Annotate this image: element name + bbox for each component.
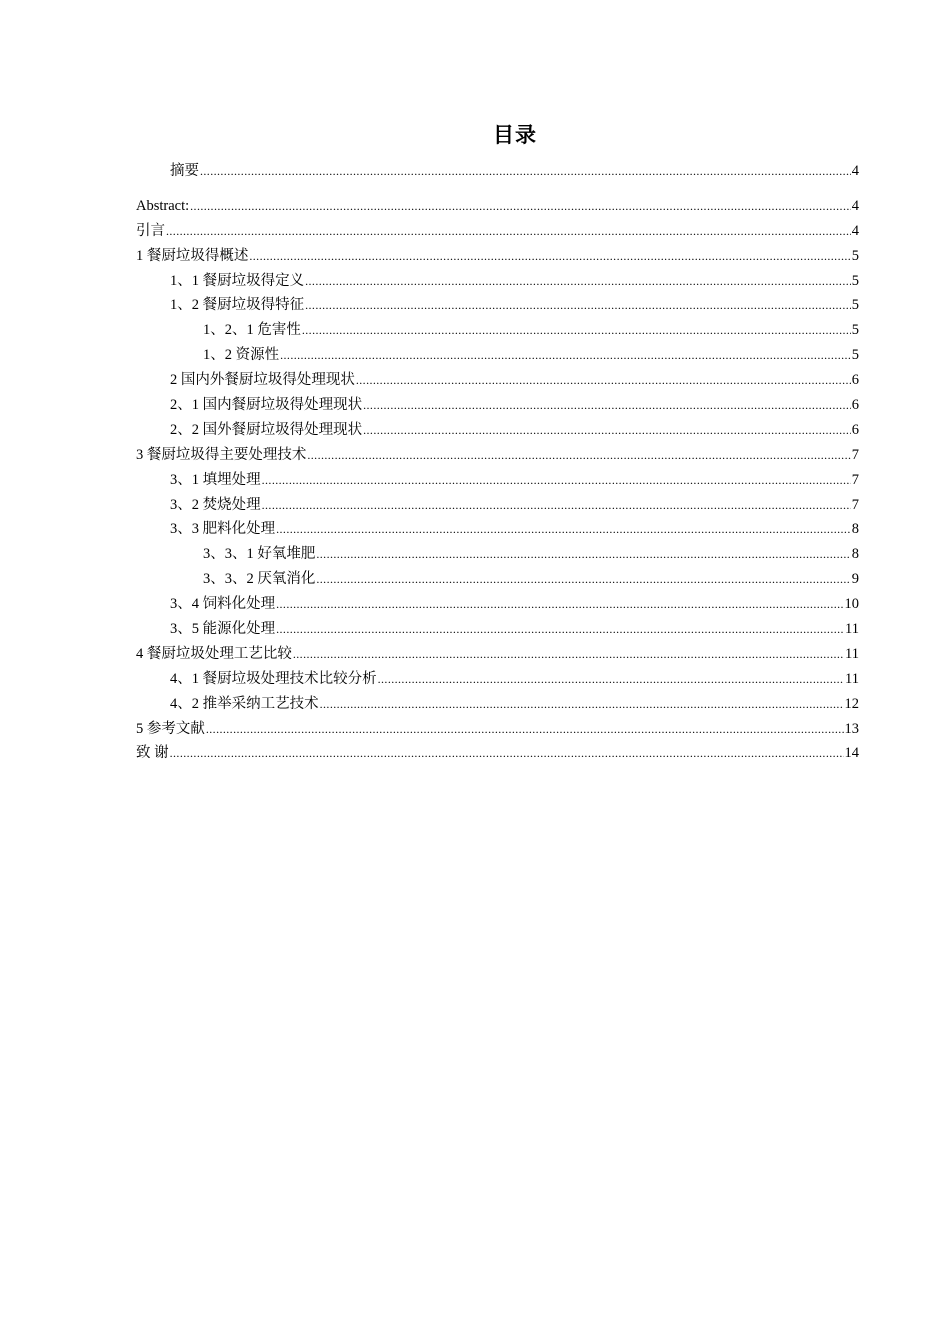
toc-entry[interactable] xyxy=(136,443,859,468)
toc-entry-title: 3、2 焚烧处理 xyxy=(170,496,261,513)
toc-entry-title: 5 参考文献 xyxy=(136,720,205,737)
toc-entry[interactable] xyxy=(136,642,859,667)
toc-page-number: 5 xyxy=(851,297,859,314)
toc-entry-title: 1、2 资源性 xyxy=(203,347,280,364)
toc-entry[interactable] xyxy=(136,244,859,269)
toc-entry-title: 4 餐厨垃圾处理工艺比较 xyxy=(136,645,292,662)
toc-page-number: 7 xyxy=(851,471,859,488)
toc-entry[interactable] xyxy=(136,368,859,393)
toc-page-number: 11 xyxy=(845,645,859,662)
toc-entry-title: 1、1 餐厨垃圾得定义 xyxy=(170,272,305,289)
toc-dot-leader xyxy=(262,468,851,493)
toc-page-number: 6 xyxy=(851,397,859,414)
toc-dot-leader xyxy=(302,318,851,343)
toc-entry[interactable] xyxy=(136,667,859,692)
toc-entry-title: 3、3 肥料化处理 xyxy=(170,521,276,538)
toc-entry[interactable] xyxy=(136,393,859,418)
toc-dot-leader xyxy=(316,567,850,592)
toc-entry[interactable] xyxy=(136,194,859,219)
toc-entry-title: 3、3、2 厌氧消化 xyxy=(203,571,316,588)
toc-entry[interactable] xyxy=(136,741,859,766)
toc-entry[interactable] xyxy=(136,468,859,493)
toc-page-number: 4 xyxy=(851,197,859,214)
toc-dot-leader xyxy=(320,692,844,717)
toc-entry-title: 2 国内外餐厨垃圾得处理现状 xyxy=(170,372,355,389)
toc-dot-leader xyxy=(276,517,851,542)
toc-page-number: 14 xyxy=(844,745,859,762)
toc-page-number: 11 xyxy=(845,670,859,687)
toc-entry[interactable] xyxy=(136,692,859,717)
toc-entry-title: 引言 xyxy=(136,222,165,239)
toc-entry-title: 摘要 xyxy=(170,163,199,179)
toc-entry[interactable] xyxy=(136,293,859,318)
toc-entry-title: 1、2 餐厨垃圾得特征 xyxy=(170,297,305,314)
toc-entry[interactable] xyxy=(136,219,859,244)
toc-dot-leader xyxy=(293,642,844,667)
toc-entry-title: 4、1 餐厨垃圾处理技术比较分析 xyxy=(170,670,377,687)
toc-dot-leader xyxy=(363,418,851,443)
toc-page-number: 7 xyxy=(851,446,859,463)
table-of-contents xyxy=(136,159,859,766)
toc-entry[interactable] xyxy=(136,318,859,343)
toc-entry[interactable] xyxy=(136,567,859,592)
toc-entry[interactable] xyxy=(136,493,859,518)
toc-page-number: 4 xyxy=(851,163,859,179)
toc-page-number: 4 xyxy=(851,222,859,239)
toc-entry-title: 3、1 填埋处理 xyxy=(170,471,261,488)
toc-entry[interactable] xyxy=(136,542,859,567)
toc-dot-leader xyxy=(200,159,851,184)
toc-entry[interactable] xyxy=(136,159,859,184)
toc-dot-leader xyxy=(316,542,850,567)
toc-entry[interactable] xyxy=(136,418,859,443)
toc-entry-title: 致 谢 xyxy=(136,745,169,762)
toc-entry[interactable] xyxy=(136,592,859,617)
toc-dot-leader xyxy=(280,343,851,368)
toc-dot-leader xyxy=(356,368,851,393)
toc-page-number: 5 xyxy=(851,247,859,264)
toc-entry-title: 1 餐厨垃圾得概述 xyxy=(136,247,249,264)
toc-entry-title: 1、2、1 危害性 xyxy=(203,322,301,339)
toc-page-number: 6 xyxy=(851,372,859,389)
toc-dot-leader xyxy=(305,269,851,294)
toc-page-number: 5 xyxy=(851,347,859,364)
toc-entry-title: 2、2 国外餐厨垃圾得处理现状 xyxy=(170,421,363,438)
toc-page-number: 8 xyxy=(851,546,859,563)
toc-page-number: 9 xyxy=(851,571,859,588)
toc-dot-leader xyxy=(190,194,851,219)
toc-dot-leader xyxy=(206,717,844,742)
toc-entry[interactable] xyxy=(136,517,859,542)
toc-dot-leader xyxy=(170,741,844,766)
toc-entry[interactable] xyxy=(136,343,859,368)
toc-page-number: 7 xyxy=(851,496,859,513)
toc-entry[interactable] xyxy=(136,717,859,742)
toc-page-number: 5 xyxy=(851,322,859,339)
toc-page-number: 12 xyxy=(844,695,859,712)
toc-dot-leader xyxy=(262,493,851,518)
toc-dot-leader xyxy=(378,667,844,692)
toc-entry-title: 2、1 国内餐厨垃圾得处理现状 xyxy=(170,397,363,414)
toc-dot-leader xyxy=(363,393,851,418)
toc-page-number: 8 xyxy=(851,521,859,538)
toc-entry-title: 3 餐厨垃圾得主要处理技术 xyxy=(136,446,307,463)
toc-dot-leader xyxy=(307,443,850,468)
toc-page-number: 10 xyxy=(844,596,859,613)
toc-page-number: 11 xyxy=(845,621,859,638)
toc-dot-leader xyxy=(276,592,843,617)
toc-dot-leader xyxy=(249,244,850,269)
toc-page-number: 5 xyxy=(851,272,859,289)
toc-page-number: 6 xyxy=(851,421,859,438)
toc-dot-leader xyxy=(166,219,851,244)
toc-dot-leader xyxy=(276,617,844,642)
toc-entry-title: 3、3、1 好氧堆肥 xyxy=(203,546,316,563)
toc-dot-leader xyxy=(305,293,851,318)
toc-entry-title: Abstract: xyxy=(136,197,190,214)
toc-entry-title: 3、5 能源化处理 xyxy=(170,621,276,638)
toc-entry-title: 3、4 饲料化处理 xyxy=(170,596,276,613)
toc-entry-title: 4、2 推举采纳工艺技术 xyxy=(170,695,319,712)
toc-page-number: 13 xyxy=(844,720,859,737)
toc-entry[interactable] xyxy=(136,617,859,642)
toc-entry[interactable] xyxy=(136,269,859,294)
page-title: 目录 xyxy=(493,123,537,147)
